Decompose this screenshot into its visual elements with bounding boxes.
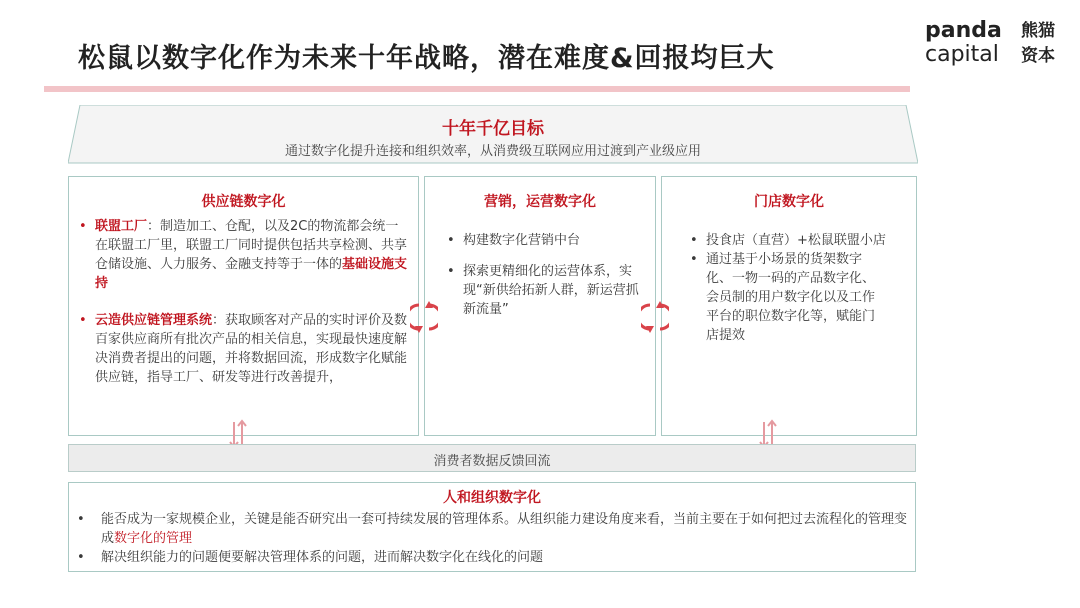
marketing-box [424, 176, 656, 436]
list-item [77, 548, 907, 567]
list-item-text: 通过基于小场景的货架数字化、一物一码的产品数字化、会员制的用户数字化以及工作平台的职位数字化等，赋能门店提效 [706, 252, 876, 343]
feedback-label: 消费者数据反馈回流 [433, 454, 551, 469]
store-title: 门店数字化 [754, 194, 824, 210]
highlight-text: 联盟工厂 [95, 219, 148, 234]
bullet-icon: • [79, 313, 87, 328]
banner-title: 十年千亿目标 [442, 119, 544, 139]
bullet-icon: • [77, 512, 85, 527]
marketing-title: 营销，运营数字化 [484, 194, 596, 210]
list-item [447, 231, 643, 250]
org-digitalization-box [68, 482, 916, 572]
feedback-bar [68, 444, 916, 472]
supply-chain-title: 供应链数字化 [201, 194, 286, 210]
page-title: 松鼠以数字化作为未来十年战略，潜在难度&回报均巨大 [78, 43, 775, 74]
list-item-text: ：制造加工、仓配，以及2C的物流都会统一在联盟工厂里，联盟工厂同时提供包括共享检测、共享仓储设施、人力服务、金融支持等于一体的 [95, 219, 408, 272]
highlight-text: 数字化的管理 [114, 531, 193, 546]
highlight-text: 云造供应链管理系统 [95, 313, 213, 328]
list-item-text: 解决组织能力的问题便要解决管理体系的问题，进而解决数字化在线化的问题 [101, 550, 544, 565]
logo-text-panda: panda [925, 18, 1002, 43]
list-item [77, 510, 907, 548]
title-underline [44, 86, 910, 92]
cycle-arrows-icon [410, 297, 438, 337]
list-item-text: 探索更精细化的运营体系，实现“新供给拓新人群，新运营抓新流量” [463, 264, 639, 317]
list-item-text: 构建数字化营销中台 [463, 233, 581, 248]
org-title: 人和组织数字化 [443, 490, 541, 506]
bullet-icon: • [447, 264, 455, 279]
store-list [690, 231, 886, 345]
list-item [447, 262, 643, 319]
cycle-arrows-icon [641, 297, 669, 337]
supply-chain-list [79, 217, 409, 387]
supply-chain-box [68, 176, 419, 436]
list-item [79, 311, 409, 387]
bullet-icon: • [690, 252, 698, 267]
logo-text-capital: capital [925, 42, 999, 67]
banner-subtitle: 通过数字化提升连接和组织效率，从消费级互联网应用过渡到产业级应用 [284, 144, 701, 159]
panda-capital-logo [925, 18, 1065, 72]
list-item-text: 投食店（直营）+松鼠联盟小店 [706, 233, 886, 248]
list-item [79, 217, 409, 293]
list-item [690, 231, 886, 250]
bullet-icon: • [77, 550, 85, 565]
list-item-text: 能否成为一家规模企业，关键是能否研究出一套可持续发展的管理体系。从组织能力建设角度来看，当前主要在于如何把过去流程化的管理变成 [101, 512, 908, 546]
bullet-icon: • [447, 233, 455, 248]
bullet-icon: • [690, 233, 698, 248]
list-item [690, 250, 886, 345]
highlight-text: 基础设施支持 [95, 257, 408, 291]
logo-text-xiongmao: 熊猫 [1021, 21, 1055, 41]
list-item-text: ：获取顾客对产品的实时评价及数百家供应商所有批次产品的相关信息，实现最快速度解决消费者提出的问题，并将数据回流，形成数字化赋能供应链，指导工厂、研发等进行改善提升， [95, 313, 408, 385]
org-list [77, 510, 907, 567]
marketing-list [447, 231, 643, 319]
logo-text-ziben: 资本 [1021, 46, 1055, 66]
bullet-icon: • [79, 219, 87, 234]
store-box [661, 176, 917, 436]
goal-banner [68, 105, 918, 165]
